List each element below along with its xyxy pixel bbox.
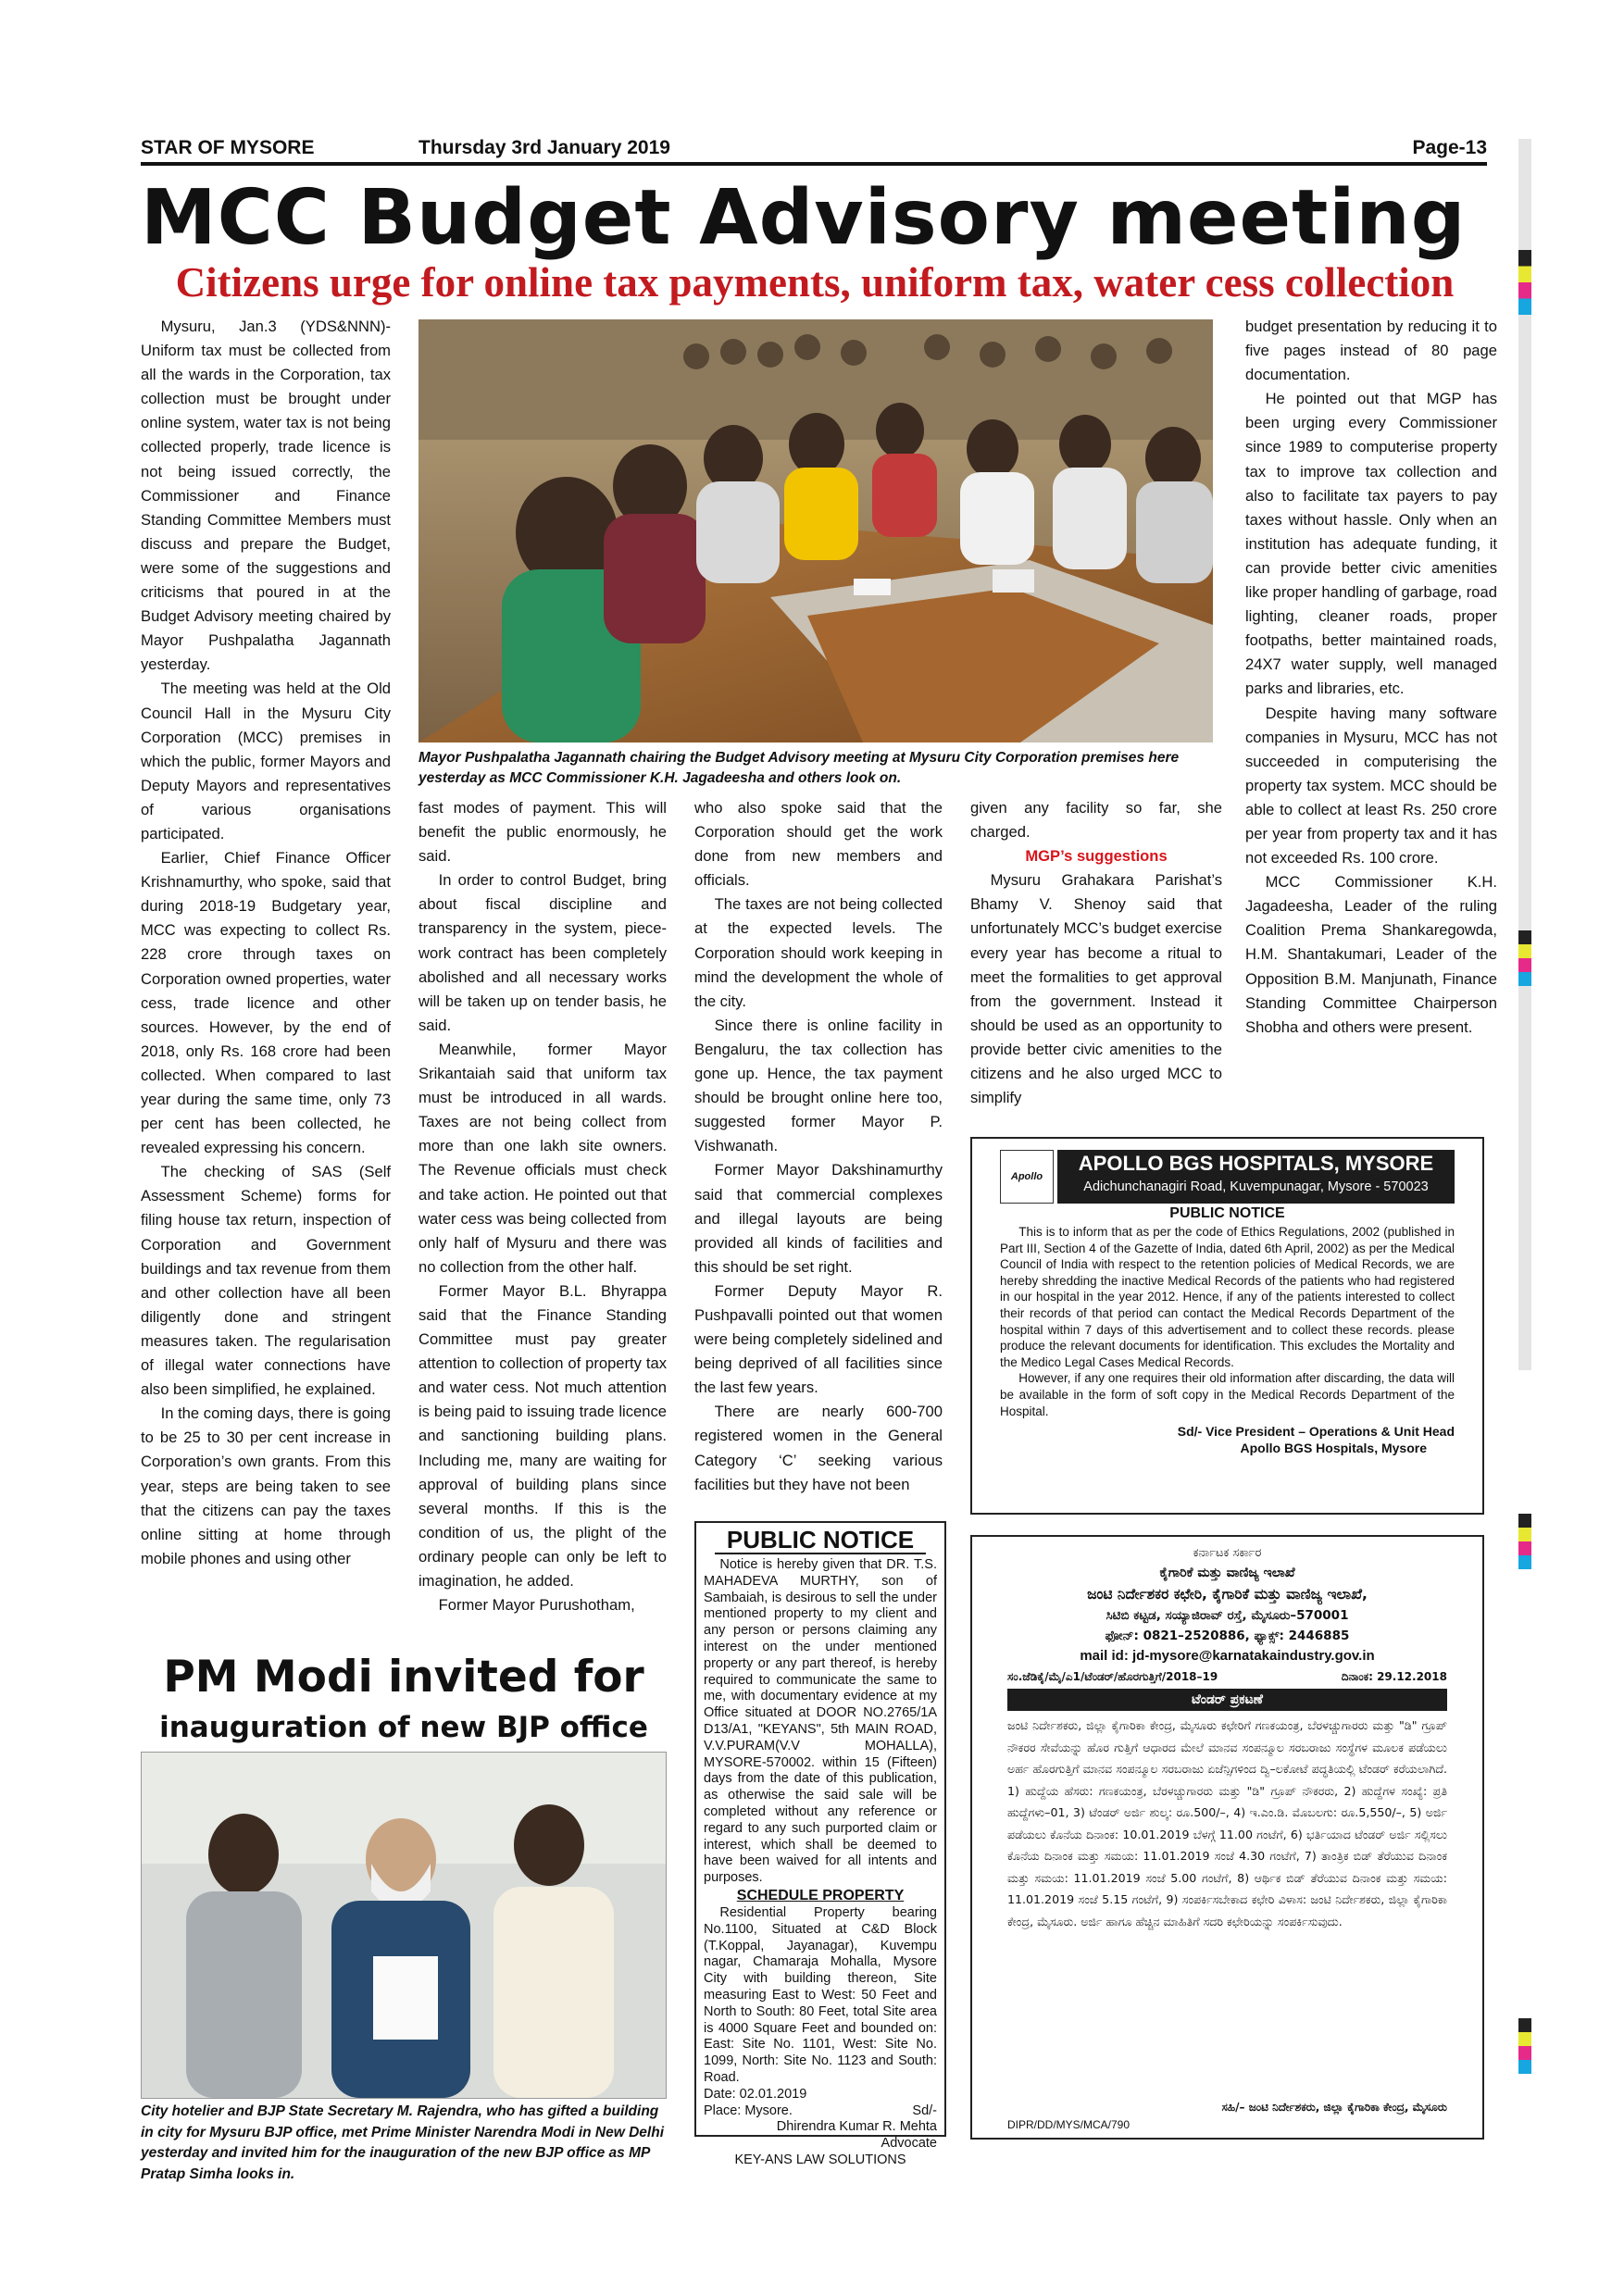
apollo-sign-2: Apollo BGS Hospitals, Mysore bbox=[1240, 1441, 1427, 1456]
tender-heading: ಟೆಂಡರ್ ಪ್ರಕಟಣೆ bbox=[1007, 1689, 1447, 1711]
ref-number: ಸಂ.ಜೆಡಿಕೈ/ಮೈ/ಎ1/ಟೆಂಡರ್/ಹೊರಗುತ್ತಿಗೆ/2018–19 bbox=[1007, 1670, 1218, 1683]
modi-subheadline: inauguration of new BJP office bbox=[159, 1711, 648, 1744]
paragraph: The taxes are not being collected at the expected levels. The Corporation should work keeping in mind the development the whole of the city. bbox=[694, 895, 943, 1010]
article-column-5 bbox=[1245, 315, 1497, 1129]
color-registration-mark bbox=[1518, 930, 1531, 986]
paragraph: The checking of SAS (Self Assessment Scheme) forms for filing house tax return, inspection of Corporation and Government buildings and tax revenue from them and other collection have all been diligently done and stringent measures taken. The regularisation of illegal water connections have also been simplified, he explained. bbox=[141, 1163, 391, 1399]
paragraph: In the coming days, there is going to be 25 to 30 per cent increase in Corporation’s own grants. From this year, steps are being taken to see that the citizens can pay the taxes online sitting at home through mobile phones and using other bbox=[141, 1404, 391, 1567]
apollo-address: Adichunchanagiri Road, Kuvempunagar, Mysore - 570023 bbox=[1083, 1179, 1429, 1194]
notice-body: Notice is hereby given that DR. T.S. MAHADEVA MURTHY, son of Sambaiah, is desirous to sell the under mentioned property to my client and any person or persons claiming any interest on the under mentioned property or any part thereof, is hereby required to communicate the same to me, with documentary evidence at my Office situated at DOOR NO.2765/1A D13/A1, "KEYANS", 5th MAIN ROAD, V.V.PURAM(V.V MOHALLA), MYSORE-570002. within 15 (Fifteen) days from the date of this publication, as otherwise the said sale will be completed without any reference or regard to any such purported claim or interest, which shall be deemed to have been waived for all intents and purposes. bbox=[704, 1557, 937, 1886]
main-subhead: Citizens urge for online tax payments, uniform tax, water cess collection bbox=[175, 259, 1455, 306]
header-rule bbox=[141, 162, 1487, 166]
paragraph: Mysuru Grahakara Parishat’s Bhamy V. Shenoy said that unfortunately MCC’s budget exercise every year has become a ritual to meet the formalities to get approval from the government. Instead it should be used as an opportunity to provide better civic amenities to the citizens and he also urged MCC to simplify bbox=[970, 871, 1222, 1107]
paragraph: Former Mayor B.L. Bhyrappa said that the Finance Standing Committee must pay greater attention to collection of property tax and water cess. Not much attention is being paid to issuing trade licence and sanctioning building plans. Including me, many are waiting for approval of building plans since several months. If this is the condition of us, the plight of the ordinary people can only be left to imagination, he added. bbox=[418, 1281, 667, 1590]
article-column-3 bbox=[694, 796, 943, 1518]
schedule-title: SCHEDULE PROPERTY bbox=[736, 1887, 905, 1903]
paragraph: given any facility so far, she charged. bbox=[970, 799, 1222, 842]
notice-sd: Sd/- bbox=[912, 2103, 937, 2118]
paragraph: who also spoke said that the Corporation should get the work done from new members and officials. bbox=[694, 799, 943, 890]
meeting-photo bbox=[418, 319, 1213, 742]
section-subhead: MGP’s suggestions bbox=[1025, 847, 1168, 866]
dept-name: ಕೈಗಾರಿಕೆ ಮತ್ತು ವಾಣಿಜ್ಯ ಇಲಾಖೆ bbox=[1159, 1566, 1295, 1580]
article-column-4 bbox=[970, 796, 1222, 1129]
apollo-body: This is to inform that as per the code of Ethics Regulations, 2002 (published in Part III, Section 4 of the Gazette of India, dated 6th April, 2002) as per the Medical Council of India with respect to the retention policies of Medical Records, we are hereby shredding the inactive Medical Records of the patients who had registered in our hospital in the year 2012. Hence, if any of the patients interested to collect their records of that period can contact the Medical Records Department of the hospital within 7 days of this advertisement and to collect these records. please produce the relevant documents for identification. This excludes the Mortality and the Medico Legal Cases Medical Records. bbox=[1000, 1225, 1455, 1369]
paragraph: Earlier, Chief Finance Officer Krishnamurthy, who spoke, said that during 2018-19 Budgetary year, MCC was expecting to collect Rs. 228 crore through taxes on Corporation owned properties, water cess, trade licence and other sources. However, by the end of 2018, only Rs. 168 crore had been collected. When compared to last year during the same time, only 73 per cent has been collected, he revealed expressing his concern. bbox=[141, 849, 391, 1157]
apollo-sign: Sd/- Vice President – Operations & Unit Head bbox=[1177, 1424, 1455, 1440]
paragraph: Meanwhile, former Mayor Srikantaiah said that uniform tax must be introduced in all wards. Taxes are not being collect from more than one lakh site owners. The Revenue officials must check and take action. He pointed out that water cess was being collected from only half of Mysuru and there was no collection from the other half. bbox=[418, 1040, 667, 1276]
paragraph: MCC Commissioner K.H. Jagadeesha, Leader of the ruling Coalition Prema Shankaregowda, H.M. Shantakumari, Leader of the Opposition B.M. Manjunath, Finance Standing Committee Chairperson Shobha and others were present. bbox=[1245, 873, 1497, 1036]
modi-photo bbox=[141, 1752, 667, 2099]
color-registration-mark bbox=[1518, 250, 1531, 315]
advocate-role: Advocate bbox=[881, 2136, 937, 2152]
paragraph: In order to control Budget, bring about fiscal discipline and transparency in the system, piece-work contract has been completely abolished and all necessary works will be taken up on tender basis, he said. bbox=[418, 871, 667, 1034]
dipr-code: DIPR/DD/MYS/MCA/790 bbox=[1007, 2118, 1131, 2131]
notice-place: Place: Mysore. bbox=[704, 2103, 793, 2118]
paragraph: Former Mayor Dakshinamurthy said that commercial complexes and illegal layouts are being provided all kinds of facilities and this should be set right. bbox=[694, 1161, 943, 1276]
tender-sign: ಸಹಿ/– ಜಂಟಿ ನಿರ್ದೇಶಕರು, ಜಿಲ್ಲಾ ಕೈಗಾರಿಕಾ ಕೇಂದ್ರ, ಮೈಸೂರು bbox=[1221, 2101, 1447, 2114]
apollo-logo: Apollo bbox=[1000, 1150, 1054, 1204]
main-headline: MCC Budget Advisory meeting bbox=[141, 174, 1467, 262]
ref-date: ದಿನಾಂಕ: 29.12.2018 bbox=[1341, 1670, 1447, 1683]
page-number: Page-13 bbox=[1412, 137, 1487, 158]
apollo-body-2: However, if any one requires their old information after discarding, the data will be available in the form of soft copy in the Medical Records Department of the Hospital. bbox=[1000, 1371, 1455, 1418]
paragraph: There are nearly 600-700 registered women in the General Category ‘C’ seeking various facilities but they have not been bbox=[694, 1403, 943, 1493]
paragraph: He pointed out that MGP has been urging every Commissioner since 1989 to computerise property tax to improve tax collection and also to facilitate tax payers to pay taxes without hassle. Only when an institution has adequate funding, it can provide better civic amenities like proper handling of garbage, road lighting, cleaner roads, proper footpaths, better maintained roads, 24X7 water supply, well managed parks and libraries, etc. bbox=[1245, 390, 1497, 698]
public-notice-advocate bbox=[694, 1521, 946, 2167]
registration-bar bbox=[1518, 139, 1531, 1370]
office-phone: ಫೋನ್: 0821–2520886, ಫ್ಯಾಕ್ಸ್: 2446885 bbox=[1105, 1628, 1350, 1643]
notice-date: Date: 02.01.2019 bbox=[704, 2086, 807, 2102]
apollo-notice-title: PUBLIC NOTICE bbox=[1169, 1205, 1285, 1221]
modi-headline: PM Modi invited for bbox=[163, 1652, 644, 1703]
apollo-notice bbox=[970, 1137, 1484, 1515]
paragraph: The meeting was held at the Old Council Hall in the Mysuru City Corporation (MCC) premises in which the public, former Mayors and Deputy Mayors and representatives of various organisations participated. bbox=[141, 680, 391, 842]
paragraph: Mysuru, Jan.3 (YDS&NNN)- Uniform tax must be collected from all the wards in the Corporation, tax collection must be brought under online system, water tax is not being collected properly, trade licence is not being issued correctly, the Commissioner and Finance Standing Committee Members must discuss and prepare the Budget, were some of the suggestions and criticisms that poured in at the Budget Advisory meeting chaired by Mayor Pushpalatha Jagannath yesterday. bbox=[141, 318, 391, 674]
advocate-name: Dhirendra Kumar R. Mehta bbox=[776, 2119, 937, 2135]
apollo-title: APOLLO BGS HOSPITALS, MYSORE bbox=[1078, 1152, 1434, 1175]
color-registration-mark bbox=[1518, 1514, 1531, 1569]
office-address: ಸಿಟಿಬಿ ಕಟ್ಟಡ, ಸಯ್ಯಾಜಿರಾವ್ ರಸ್ತೆ, ಮೈಸೂರು–570001 bbox=[1106, 1608, 1349, 1623]
govt-name: ಕರ್ನಾಟಕ ಸರ್ಕಾರ bbox=[1193, 1546, 1262, 1560]
paragraph: Former Deputy Mayor R. Pushpavalli pointed out that women were being completely sidelined and being deprived of all facilities since the last few years. bbox=[694, 1281, 943, 1397]
law-firm: KEY-ANS LAW SOLUTIONS bbox=[734, 2152, 906, 2167]
office-email: mail id: jd-mysore@karnatakaindustry.gov.in bbox=[1080, 1648, 1375, 1664]
paragraph: fast modes of payment. This will benefit the public enormously, he said. bbox=[418, 799, 667, 866]
paper-name: STAR OF MYSORE bbox=[141, 137, 315, 158]
color-registration-mark bbox=[1518, 2018, 1531, 2074]
tender-body: ಜಂಟಿ ನಿರ್ದೇಶಕರು, ಜಿಲ್ಲಾ ಕೈಗಾರಿಕಾ ಕೇಂದ್ರ, ಮೈಸೂರು ಕಛೇರಿಗೆ ಗಣಕಯಂತ್ರ, ಬೆರಳಚ್ಚುಗಾರರು ಮತ್ತು "ಡಿ" ಗ್ರೂಪ್ ನೌಕರರ ಸೇವೆಯನ್ನು ಹೊರ ಗುತ್ತಿಗೆ ಆಧಾರದ ಮೇಲೆ ಮಾನವ ಸಂಪನ್ಮೂಲ ಸರಬರಾಜು ಸಂಸ್ಥೆಗಳ ಮೂಲಕ ಪಡೆಯಲು ಅರ್ಹ ಹೊರಗುತ್ತಿಗೆ ಮಾನವ ಸಂಪನ್ಮೂಲ ಸರಬರಾಜು ಏಜೆನ್ಸಿಗಳಿಂದ ದ್ವಿ–ಲಕೋಟೆ ಪದ್ಧತಿಯಲ್ಲಿ ಟೆಂಡರ್ ಕರೆಯಲಾಗಿದೆ. 1) ಹುದ್ದೆಯ ಹೆಸರು: ಗಣಕಯಂತ್ರ, ಬೆರಳಚ್ಚುಗಾರರು ಮತ್ತು "ಡಿ" ಗ್ರೂಪ್ ನೌಕರರು, 2) ಹುದ್ದೆಗಳ ಸಂಖ್ಯೆ: ಪ್ರತಿ ಹುದ್ದೆಗಳು–01, 3) ಟೆಂಡರ್ ಅರ್ಜಿ ಶುಲ್ಕ: ರೂ.500/–, 4) ಇ.ಎಂ.ಡಿ. ಮೊಬಲಗು: ರೂ.5,550/–, 5) ಅರ್ಜಿ ಪಡೆಯಲು ಕೊನೆಯ ದಿನಾಂಕ: 10.01.2019 ಬೆಳಗ್ಗೆ 11.00 ಗಂಟೆಗೆ, 6) ಭರ್ತಿಯಾದ ಟೆಂಡರ್ ಅರ್ಜಿ ಸಲ್ಲಿಸಲು ಕೊನೆಯ ದಿನಾಂಕ ಮತ್ತು ಸಮಯ: 11.01.2019 ಸಂಜೆ 4.30 ಗಂಟೆಗೆ, 7) ತಾಂತ್ರಿಕ ಬಿಡ್ ತೆರೆಯುವ ದಿನಾಂಕ ಮತ್ತು ಸಮಯ: 11.01.2019 ಸಂಜೆ 5.00 ಗಂಟೆಗೆ, 8) ಆರ್ಥಿಕ ಬಿಡ್ ತೆರೆಯುವ ದಿನಾಂಕ ಮತ್ತು ಸಮಯ: 11.01.2019 ಸಂಜೆ 5.15 ಗಂಟೆಗೆ, 9) ಸಂಪರ್ಕಿಸಬೇಕಾದ ಕಛೇರಿ ವಿಳಾಸ: ಜಂಟಿ ನಿರ್ದೇಶಕರು, ಜಿಲ್ಲಾ ಕೈಗಾರಿಕಾ ಕೇಂದ್ರ, ಮೈಸೂರು. ಅರ್ಜಿ ಹಾಗೂ ಹೆಚ್ಚಿನ ಮಾಹಿತಿಗೆ ಸದರಿ ಕಛೇರಿಯನ್ನು ಸಂಪರ್ಕಿಸುವುದು. bbox=[1007, 1718, 1447, 1928]
article-column-1 bbox=[141, 315, 391, 1685]
modi-photo-caption: City hotelier and BJP State Secretary M. Rajendra, who has gifted a building in city for Mysuru BJP office, met Prime Minister Narendra Modi in New Delhi yesterday and invited him for the inauguration of the new BJP office as MP Pratap Simha looks in. bbox=[141, 2103, 665, 2182]
office-name: ಜಂಟಿ ನಿರ್ದೇಶಕರ ಕಛೇರಿ, ಕೈಗಾರಿಕೆ ಮತ್ತು ವಾಣಿಜ್ಯ ಇಲಾಖೆ, bbox=[1087, 1586, 1368, 1603]
paragraph: Since there is online facility in Bengaluru, the tax collection has gone up. Hence, the tax payment should be brought online here too, suggested former Mayor P. Vishwanath. bbox=[694, 1016, 943, 1155]
paragraph: budget presentation by reducing it to five pages instead of 80 page documentation. bbox=[1245, 318, 1497, 384]
schedule-body: Residential Property bearing No.1100, Situated at C&D Block (T.Koppal, Jayanagar), Kuvempu nagar, Chamaraja Mohalla, Mysore City with building thereon, Site measuring East to West: 50 Feet and North to South: 80 Feet, total Site area is 4000 Square Feet and bounded on: East: Site No. 1101, West: Site No. 1099, North: Site No. 1123 and South: Road. bbox=[704, 1904, 937, 2085]
kannada-tender-notice bbox=[970, 1535, 1484, 2140]
meeting-photo-caption: Mayor Pushpalatha Jagannath chairing the Budget Advisory meeting at Mysuru City Corporation premises here yesterday as MCC Commissioner K.H. Jagadeesha and others look on. bbox=[418, 750, 1180, 786]
notice-title: PUBLIC NOTICE bbox=[715, 1527, 926, 1554]
paragraph: Despite having many software companies in Mysuru, MCC has not succeeded in computerising the property tax system. MCC should be able to collect at least Rs. 250 crore per year from property tax and it has not exceeded Rs. 100 crore. bbox=[1245, 704, 1497, 867]
issue-date: Thursday 3rd January 2019 bbox=[418, 137, 670, 158]
article-column-2 bbox=[418, 796, 667, 1648]
paragraph: Former Mayor Purushotham, bbox=[438, 1596, 635, 1615]
